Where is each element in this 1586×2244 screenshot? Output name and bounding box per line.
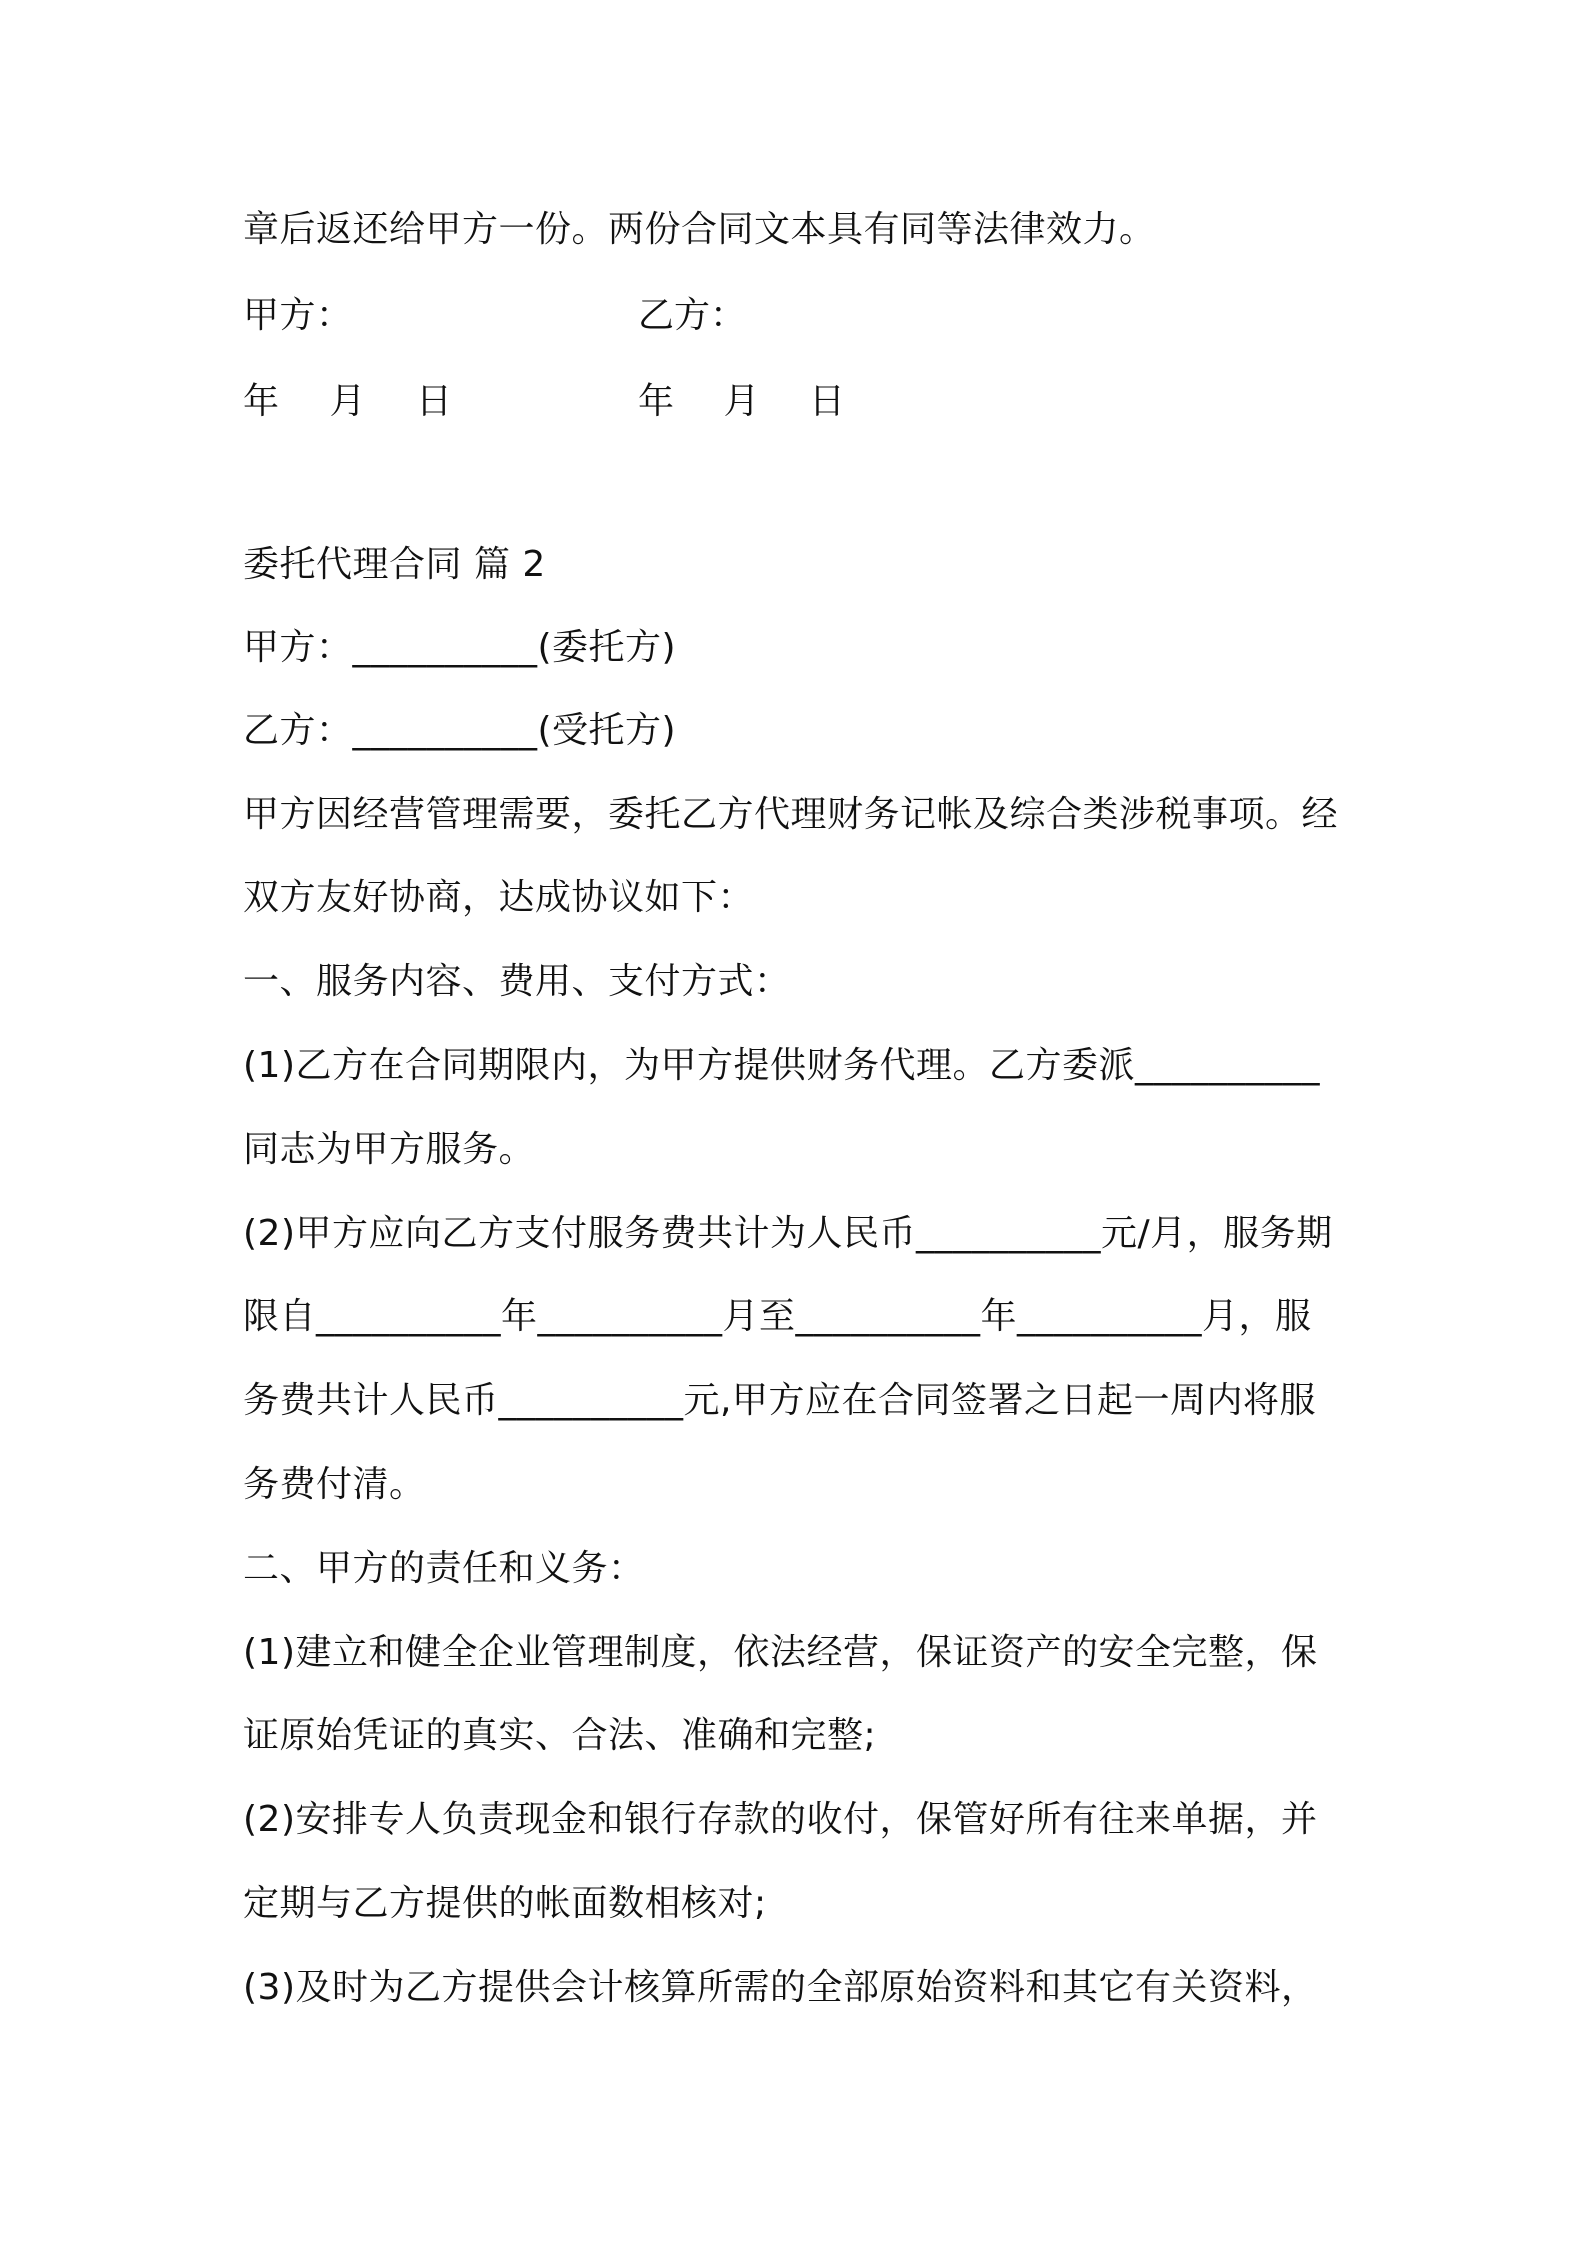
clause-line: 定期与乙方提供的帐面数相核对;	[243, 1883, 767, 1924]
clause-line: (3)及时为乙方提供会计核算所需的全部原始资料和其它有关资料，	[243, 1967, 1318, 2008]
party-b-line: 乙方：__________(受托方)	[243, 710, 677, 751]
signature-party-a-date	[243, 378, 452, 426]
date-month: 月	[329, 381, 366, 422]
section-title: 委托代理合同 篇 2	[243, 544, 546, 585]
continuation-line: 章后返还给甲方一份。两份合同文本具有同等法律效力。	[243, 209, 1156, 250]
intro-line: 甲方因经营管理需要，委托乙方代理财务记帐及综合类涉税事项。经	[243, 794, 1339, 835]
clause-line: (2)甲方应向乙方支付服务费共计为人民币__________元/月，服务期	[243, 1213, 1333, 1254]
clause-line: 证原始凭证的真实、合法、准确和完整;	[243, 1715, 877, 1756]
date-year: 年	[243, 381, 280, 422]
clause-line: (2)安排专人负责现金和银行存款的收付，保管好所有往来单据，并	[243, 1799, 1318, 1840]
date-day: 日	[808, 381, 845, 422]
date-month: 月	[723, 381, 760, 422]
date-day: 日	[415, 381, 453, 422]
date-year: 年	[638, 381, 675, 422]
signature-party-a-label: 甲方：	[243, 295, 353, 336]
clause-line: 务费共计人民币__________元,甲方应在合同签署之日起一周内将服	[243, 1380, 1316, 1421]
signature-party-b-date	[638, 378, 845, 426]
heading-party-a-duties: 二、甲方的责任和义务：	[243, 1548, 645, 1589]
intro-line: 双方友好协商，达成协议如下：	[243, 877, 755, 918]
heading-service: 一、服务内容、费用、支付方式：	[243, 961, 791, 1002]
clause-line: (1)乙方在合同期限内，为甲方提供财务代理。乙方委派__________	[243, 1045, 1320, 1086]
party-a-line: 甲方：__________(委托方)	[243, 627, 677, 668]
clause-line: (1)建立和健全企业管理制度，依法经营，保证资产的安全完整，保	[243, 1632, 1318, 1673]
signature-party-b-label: 乙方：	[638, 295, 747, 336]
clause-line: 限自__________年__________月至__________年__________月，服	[243, 1296, 1312, 1337]
clause-line: 务费付清。	[243, 1464, 426, 1505]
clause-line: 同志为甲方服务。	[243, 1129, 536, 1170]
